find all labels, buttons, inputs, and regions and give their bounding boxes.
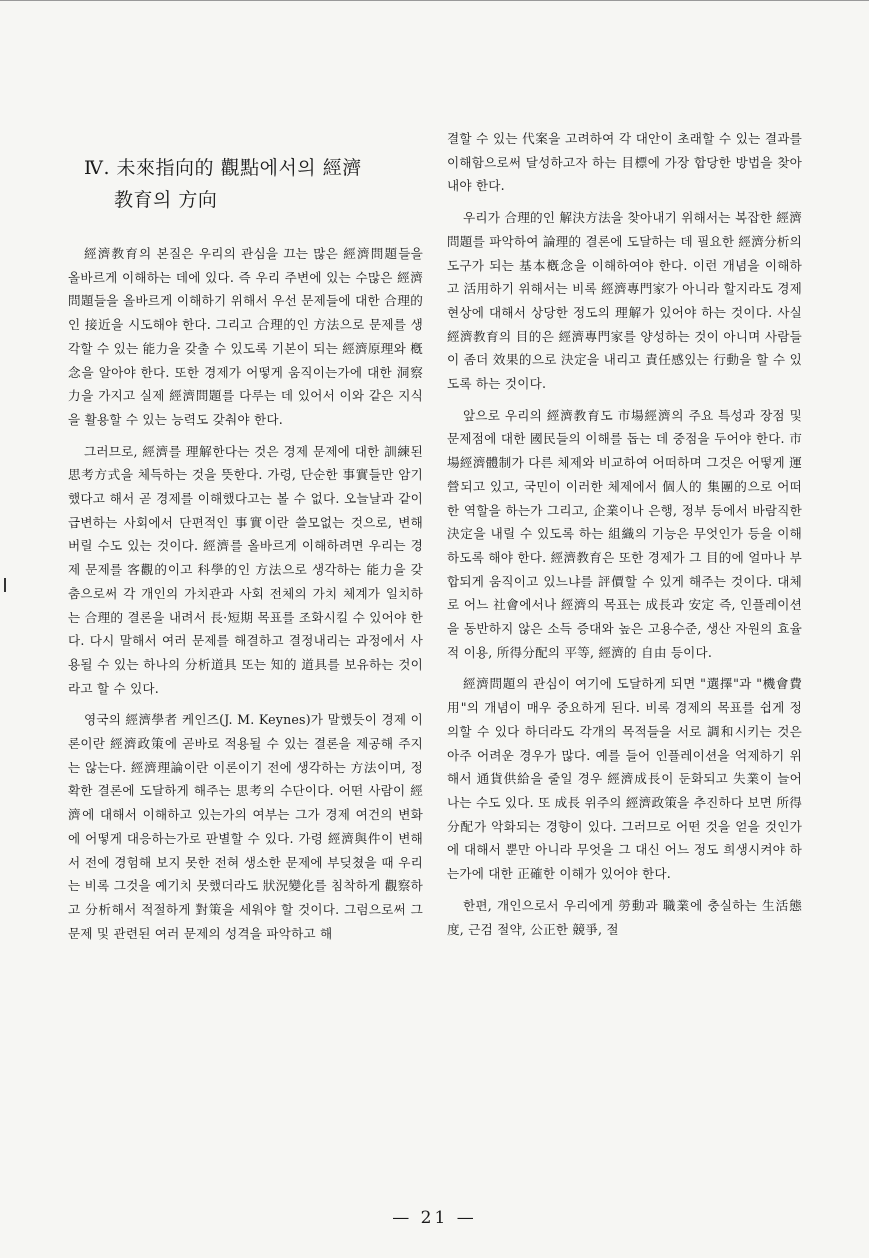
- paragraph: 經濟問題의 관심이 여기에 도달하게 되면 "選擇"과 "機會費用"의 개념이 매우 중요하게 된다. 비록 경제의 목표를 쉽게 정의할 수 있다 하더라도 각개의 목적들을 서로 調和시키는 것은 아주 어려운 경우가 많다. 예를 들어 인플레이션을 억제하기 위해서 通貨供給을 줄일 경우 經濟成長이 둔화되고 失業이 늘어나는 수도 있다. 또 成長 위주의 經濟政策을 추진하다 보면 所得分配가 악화되는 경향이 있다. 그러므로 어떤 것을 얻을 것인가에 대해서 뿐만 아니라 무엇을 그 대신 어느 정도 희생시켜야 하는가에 대한 正確한 이해가 있어야 한다.: [447, 676, 802, 882]
- heading-line-2: 教育의 方向: [114, 189, 218, 211]
- section-heading: [84, 152, 423, 216]
- paragraph: 결할 수 있는 代案을 고려하여 각 대안이 초래할 수 있는 결과를 이해함으로써 달성하고자 하는 目標에 가장 합당한 방법을 찾아내야 한다.: [447, 131, 802, 194]
- paragraph: 앞으로 우리의 經濟教育도 市場經濟의 주요 특성과 장점 및 문제점에 대한 國民들의 이해를 돕는 데 중점을 두어야 한다. 市場經濟體制가 다른 체제와 비교하여 어떠하며 그것은 어떻게 運營되고 있고, 국민이 이러한 체제에서 個人的 集團的으로 어떠한 역할을 하는가 그리고, 企業이나 은행, 정부 등에서 바람직한 決定을 내릴 수 있도록 하는 組織의 기능은 무엇인가 등을 이해하도록 해야 한다. 經濟教育은 또한 경제가 그 目的에 얼마나 부합되게 움직이고 있느냐를 評價할 수 있게 해주는 것이다. 대체로 어느 社會에서나 經濟의 목표는 成長과 安定 즉, 인플레이션을 동반하지 않은 소득 증대와 높은 고용수준, 생산 자원의 효율적 이용, 所得分配의 平等, 經濟的 自由 등이다.: [447, 407, 802, 660]
- paragraph: 우리가 合理的인 解決方法을 찾아내기 위해서는 복잡한 經濟問題를 파악하여 論理的 결론에 도달하는 데 필요한 經濟分析의 도구가 되는 基本槪念을 이해하여야 한다. 이런 개념을 이해하고 活用하기 위해서는 비록 經濟專門家가 아니라 할지라도 경제 현상에 대해서 상당한 정도의 理解가 있어야 하는 것이다. 사실 經濟教育의 目的은 經濟專門家를 양성하는 것이 아니며 사람들이 좀더 效果的으로 決定을 내리고 責任感있는 行動을 할 수 있도록 하는 것이다.: [447, 210, 802, 392]
- page-number: — 21 —: [392, 1208, 477, 1228]
- paragraph: 한편, 개인으로서 우리에게 勞動과 職業에 충실하는 生活態度, 근검 절약, 公正한 競爭, 절: [447, 897, 802, 937]
- paragraph: 經濟教育의 본질은 우리의 관심을 끄는 많은 經濟問題들을 올바르게 이해하는 데에 있다. 즉 우리 주변에 있는 수많은 經濟問題들을 올바르게 이해하기 위해서 우선 문제들에 대한 合理的인 接近을 시도해야 한다. 그리고 合理的인 方法으로 문제를 생각할 수 있는 能力을 갖출 수 있도록 기본이 되는 經濟原理와 槪念을 알아야 한다. 또한 경제가 어떻게 움직이는가에 대한 洞察力을 가지고 실제 經濟問題를 다루는 데 있어서 이와 같은 지식을 활용할 수 있는 능력도 갖춰야 한다.: [68, 246, 423, 427]
- margin-mark: [4, 578, 6, 592]
- top-border: [0, 0, 869, 1]
- paragraph: 영국의 經濟學者 케인즈(J. M. Keynes)가 말했듯이 경제 이론이란 經濟政策에 곧바로 적용될 수 있는 결론을 제공해 주지는 않는다. 經濟理論이란 이론이기 전에 생각하는 方法이며, 정확한 결론에 도달하게 해주는 思考의 수단이다. 어떤 사람이 經濟에 대해서 이해하고 있는가의 여부는 그가 경제 여건의 변화에 어떻게 대응하는가로 판별할 수 있다. 가령 經濟與件이 변해서 전에 경험해 보지 못한 전혀 생소한 문제에 부딪쳤을 때 우리는 비록 그것을 예기치 못했더라도 狀況變化를 침착하게 觀察하고 分析해서 적절하게 對策을 세워야 할 것이다. 그럼으로써 그 문제 및 관련된 여러 문제의 성격을 파악하고 해: [68, 712, 423, 941]
- heading-line-1: Ⅳ. 未來指向的 觀點에서의 經濟: [84, 157, 362, 179]
- left-column: [68, 152, 423, 953]
- right-column: [447, 127, 802, 949]
- paragraph: 그러므로, 經濟를 理解한다는 것은 경제 문제에 대한 訓練된 思考方式을 체득하는 것을 뜻한다. 가령, 단순한 事實들만 암기했다고 해서 곧 경제를 이해했다고는 볼 수 없다. 오늘날과 같이 급변하는 사회에서 단편적인 事實이란 쓸모없는 것으로, 변해 버릴 수도 있는 것이다. 經濟를 올바르게 이해하려면 우리는 경제 문제를 客觀的이고 科學的인 方法으로 생각하는 能力을 갖춤으로써 각 개인의 가치관과 사회 전체의 가치 체계가 일치하는 合理的 결론을 내려서 長·短期 목표를 조화시킬 수 있어야 한다. 다시 말해서 여러 문제를 해결하고 결정내리는 과정에서 사용될 수 있는 하나의 分析道具 또는 知的 道具를 보유하는 것이라고 할 수 있다.: [68, 443, 423, 696]
